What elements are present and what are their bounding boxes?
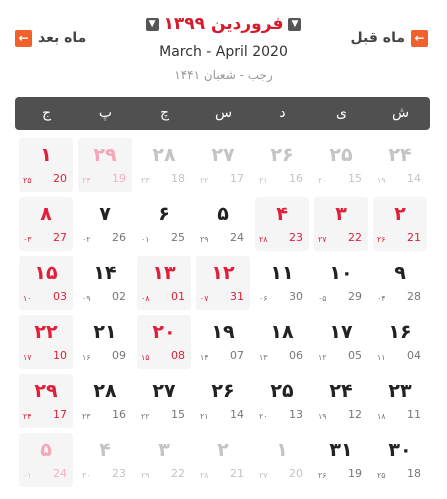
day-number: ۲۱ [93,321,117,343]
day-number: ۲۹ [34,380,58,402]
hijri-day: ۰۵ [318,294,327,303]
day-cell[interactable] [196,315,250,369]
day-cell[interactable] [255,138,309,192]
weekday-label: ی [336,105,347,121]
day-cell[interactable] [137,315,191,369]
hijri-day: ۰۳ [23,235,32,244]
gregorian-day: 03 [53,290,67,303]
gregorian-day: 12 [348,408,362,421]
year-dropdown-icon[interactable]: ▼ [288,18,301,31]
hijri-day: ۲۰ [318,176,327,185]
day-cell[interactable] [137,374,191,428]
day-number: ۴ [99,439,111,461]
gregorian-day: 17 [230,172,244,185]
day-number: ۳ [335,203,347,225]
hijri-day: ۲۸ [200,471,209,480]
hijri-day: ۰۹ [82,294,91,303]
hijri-day: ۲۳ [82,412,91,421]
day-number: ۶ [158,203,170,225]
day-cell[interactable] [78,315,132,369]
day-cell[interactable] [314,315,368,369]
gregorian-day: 04 [407,349,421,362]
gregorian-day: 25 [171,231,185,244]
day-cell[interactable] [255,197,309,251]
gregorian-day: 15 [348,172,362,185]
gregorian-day: 30 [289,290,303,303]
day-cell[interactable] [19,197,73,251]
day-number: ۷ [99,203,111,225]
day-cell[interactable] [19,256,73,310]
day-cell[interactable] [373,197,427,251]
hijri-day: ۰۴ [377,294,386,303]
hijri-day: ۲۶ [377,235,386,244]
gregorian-day: 15 [171,408,185,421]
day-cell[interactable] [373,315,427,369]
calendar-grid [15,138,430,499]
day-cell[interactable] [196,138,250,192]
day-number: ۹ [394,262,406,284]
day-number: ۲۰ [152,321,176,343]
hijri-day: ۰۷ [200,294,209,303]
day-number: ۳ [158,439,170,461]
gregorian-day: 07 [230,349,244,362]
day-cell[interactable] [78,138,132,192]
day-cell[interactable] [196,433,250,487]
day-cell[interactable] [255,315,309,369]
day-number: ۲۷ [211,144,235,166]
hijri-day: ۱۰ [23,294,32,303]
calendar-header [0,0,447,94]
gregorian-day: 11 [407,408,421,421]
weekday-header-bar [15,97,430,130]
gregorian-day: 20 [53,172,67,185]
day-number: ۴ [276,203,288,225]
gregorian-day: 17 [53,408,67,421]
day-cell[interactable] [19,138,73,192]
hijri-day: ۰۶ [259,294,268,303]
day-number: ۲۴ [388,144,412,166]
gregorian-day: 14 [407,172,421,185]
month-title: فروردین ۱۳۹۹ [163,14,284,34]
gregorian-day: 16 [112,408,126,421]
day-cell[interactable] [137,197,191,251]
gregorian-day: 19 [348,467,362,480]
day-number: ۱ [276,439,288,461]
day-number: ۱۸ [270,321,294,343]
day-number: ۱۱ [270,262,294,284]
day-number: ۱۰ [329,262,353,284]
gregorian-day: 01 [171,290,185,303]
gregorian-day: 26 [112,231,126,244]
hijri-day: ۲۰ [259,412,268,421]
weekday-label: ش [391,105,410,121]
day-cell[interactable] [137,256,191,310]
hijri-day: ۲۹ [141,471,150,480]
day-number: ۲۹ [93,144,117,166]
gregorian-day: 22 [171,467,185,480]
day-cell[interactable] [314,374,368,428]
hijri-day: ۱۹ [318,412,327,421]
day-number: ۲ [217,439,229,461]
day-cell[interactable] [137,433,191,487]
hijri-day: ۱۹ [377,176,386,185]
day-number: ۱۵ [34,262,58,284]
hijri-day: ۱۴ [200,353,209,362]
gregorian-day: 14 [230,408,244,421]
hijri-title: رجب - شعبان ۱۴۴۱ [174,68,273,82]
day-cell[interactable] [373,138,427,192]
day-cell[interactable] [196,374,250,428]
day-number: ۲ [394,203,406,225]
hijri-day: ۲۳ [141,176,150,185]
day-number: ۱۳ [152,262,176,284]
gregorian-day: 23 [112,467,126,480]
hijri-day: ۲۲ [200,176,209,185]
day-number: ۲۳ [388,380,412,402]
day-number: ۱۶ [388,321,412,343]
day-cell[interactable] [314,433,368,487]
day-cell[interactable] [314,256,368,310]
hijri-day: ۲۴ [23,412,32,421]
hijri-day: ۱۳ [259,353,268,362]
day-cell[interactable] [78,197,132,251]
hijri-day: ۱۲ [318,353,327,362]
day-cell[interactable] [373,374,427,428]
day-cell[interactable] [255,256,309,310]
day-number: ۲۴ [329,380,353,402]
hijri-day: ۰۱ [141,235,150,244]
weekday-label: چ [159,105,170,121]
day-number: ۳۱ [329,439,353,461]
hijri-day: ۲۱ [259,176,268,185]
hijri-day: ۱۷ [23,353,32,362]
day-number: ۱۹ [211,321,235,343]
hijri-day: ۱۶ [82,353,91,362]
gregorian-day: 23 [289,231,303,244]
hijri-day: ۳۰ [82,471,91,480]
hijri-day: ۲۹ [200,235,209,244]
arrow-left-icon: ← [411,30,428,47]
hijri-day: ۰۲ [82,235,91,244]
hijri-day: ۲۴ [82,176,91,185]
hijri-day: ۲۷ [318,235,327,244]
prev-month-label: ماه قبل [350,30,405,46]
day-number: ۵ [217,203,229,225]
gregorian-day: 10 [53,349,67,362]
day-number: ۲۲ [34,321,58,343]
day-cell[interactable] [78,374,132,428]
gregorian-day: 18 [407,467,421,480]
month-title-row [0,14,447,34]
day-number: ۵ [40,439,52,461]
day-cell[interactable] [19,315,73,369]
gregorian-title: March - April 2020 [159,44,288,60]
day-cell[interactable] [78,256,132,310]
day-cell[interactable] [137,138,191,192]
gregorian-day: 09 [112,349,126,362]
gregorian-day: 16 [289,172,303,185]
day-number: ۲۸ [93,380,117,402]
gregorian-day: 28 [407,290,421,303]
gregorian-day: 18 [171,172,185,185]
day-cell[interactable] [373,256,427,310]
next-month-label: ماه بعد [38,30,87,46]
day-cell[interactable] [19,433,73,487]
gregorian-day: 24 [53,467,67,480]
day-number: ۳۰ [388,439,412,461]
gregorian-day: 20 [289,467,303,480]
day-cell[interactable] [373,433,427,487]
hijri-day: ۱۸ [377,412,386,421]
gregorian-day: 31 [230,290,244,303]
hijri-day: ۲۱ [200,412,209,421]
day-cell[interactable] [196,256,250,310]
day-number: ۲۵ [270,380,294,402]
gregorian-day: 02 [112,290,126,303]
hijri-day: ۲۵ [377,471,386,480]
hijri-day: ۱۵ [141,353,150,362]
day-number: ۲۵ [329,144,353,166]
gregorian-day: 13 [289,408,303,421]
hijri-day: ۲۶ [318,471,327,480]
hijri-day: ۲۵ [23,176,32,185]
gregorian-day: 08 [171,349,185,362]
gregorian-day: 21 [230,467,244,480]
gregorian-day: 06 [289,349,303,362]
gregorian-day: 29 [348,290,362,303]
gregorian-day: 22 [348,231,362,244]
hijri-day: ۲۷ [259,471,268,480]
day-number: ۲۶ [211,380,235,402]
gregorian-day: 19 [112,172,126,185]
day-cell[interactable] [19,374,73,428]
day-cell[interactable] [314,138,368,192]
day-number: ۲۶ [270,144,294,166]
hijri-day: ۲۲ [141,412,150,421]
gregorian-day: 27 [53,231,67,244]
gregorian-day: 05 [348,349,362,362]
day-number: ۲۷ [152,380,176,402]
day-number: ۸ [40,203,52,225]
day-number: ۱۴ [93,262,117,284]
arrow-left-icon: ← [15,30,32,47]
weekday-label: د [279,105,286,121]
hijri-day: ۲۸ [259,235,268,244]
day-number: ۱۲ [211,262,235,284]
day-cell[interactable] [255,433,309,487]
weekday-label: پ [98,105,113,121]
hijri-day: ۰۸ [141,294,150,303]
day-number: ۱ [40,144,52,166]
hijri-day: ۰۱ [23,471,32,480]
hijri-day: ۱۱ [377,353,386,362]
day-cell[interactable] [78,433,132,487]
day-number: ۲۸ [152,144,176,166]
day-cell[interactable] [196,197,250,251]
weekday-label: س [214,105,233,121]
day-cell[interactable] [255,374,309,428]
day-number: ۱۷ [329,321,353,343]
gregorian-day: 21 [407,231,421,244]
weekday-label: ج [41,105,52,121]
day-cell[interactable] [314,197,368,251]
month-dropdown-icon[interactable]: ▼ [146,18,159,31]
gregorian-day: 24 [230,231,244,244]
